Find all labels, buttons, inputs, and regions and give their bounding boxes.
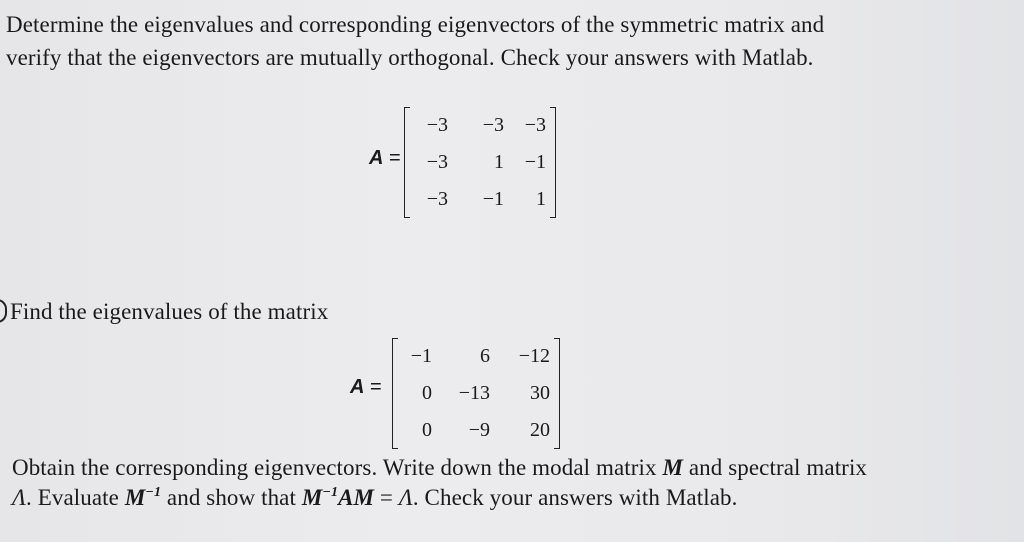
equation-m: M	[301, 485, 323, 510]
matrix1-cell: −3	[524, 114, 546, 136]
equation-exponent: −1	[322, 485, 339, 500]
matrix2-label	[350, 375, 382, 399]
matrix1	[408, 107, 550, 218]
inverse-exponent: −1	[145, 485, 162, 500]
matrix1-equals: =	[389, 147, 401, 169]
problem1-line1: Determine the eigenvalues and corresponding eigenvectors of the symmetric matrix and	[6, 12, 825, 37]
matrix1-cell: −3	[426, 114, 448, 136]
equation-lambda: Λ	[398, 485, 413, 510]
matrix1-cell: −3	[426, 151, 448, 173]
line3-text-b: and show that	[161, 485, 302, 510]
line2-text-b: and spectral matrix	[683, 455, 868, 480]
equation-am: AM	[338, 485, 375, 510]
matrix1-cell: 1	[494, 151, 504, 173]
matrix2-cell: 20	[530, 419, 550, 441]
matrix2-symbol: A	[350, 376, 365, 398]
matrix2-cell: −9	[468, 419, 490, 441]
part-marker-paren	[0, 299, 7, 323]
matrix1-cell: 1	[536, 188, 546, 210]
matrix1-label	[369, 146, 401, 170]
matrix1-cell: −3	[482, 114, 504, 136]
matrix1-cell: −1	[524, 151, 546, 173]
modal-matrix-symbol: M	[662, 455, 684, 480]
matrix2-cell: −1	[410, 345, 432, 367]
line3-text-c: . Check your answers with Matlab.	[412, 485, 738, 510]
equation-equals: =	[374, 485, 399, 510]
matrix2-cell: 0	[422, 382, 432, 404]
matrix2-cell: 6	[480, 345, 490, 367]
matrix2-cell: −13	[458, 382, 490, 404]
matrix2-cell: 0	[422, 419, 432, 441]
matrix1-cell: −3	[426, 188, 448, 210]
matrix2-cell: 30	[530, 382, 550, 404]
spectral-matrix-symbol: Λ	[12, 485, 26, 510]
matrix2-cell: −12	[518, 345, 550, 367]
line2-text-a: Obtain the corresponding eigenvectors. Write down the modal matrix	[12, 455, 663, 480]
inverse-symbol: M	[124, 485, 146, 510]
matrix2-equals: =	[370, 376, 382, 398]
line3-text-a: . Evaluate	[26, 485, 125, 510]
matrix1-cell: −1	[482, 188, 504, 210]
problem2-line2	[12, 452, 867, 483]
matrix1-symbol: A	[369, 147, 384, 169]
problem2-line3	[12, 482, 737, 513]
problem1-line2: verify that the eigenvectors are mutually orthogonal. Check your answers with Matlab.	[6, 45, 814, 70]
problem2-line1: Find the eigenvalues of the matrix	[10, 299, 329, 324]
matrix2	[396, 338, 554, 449]
